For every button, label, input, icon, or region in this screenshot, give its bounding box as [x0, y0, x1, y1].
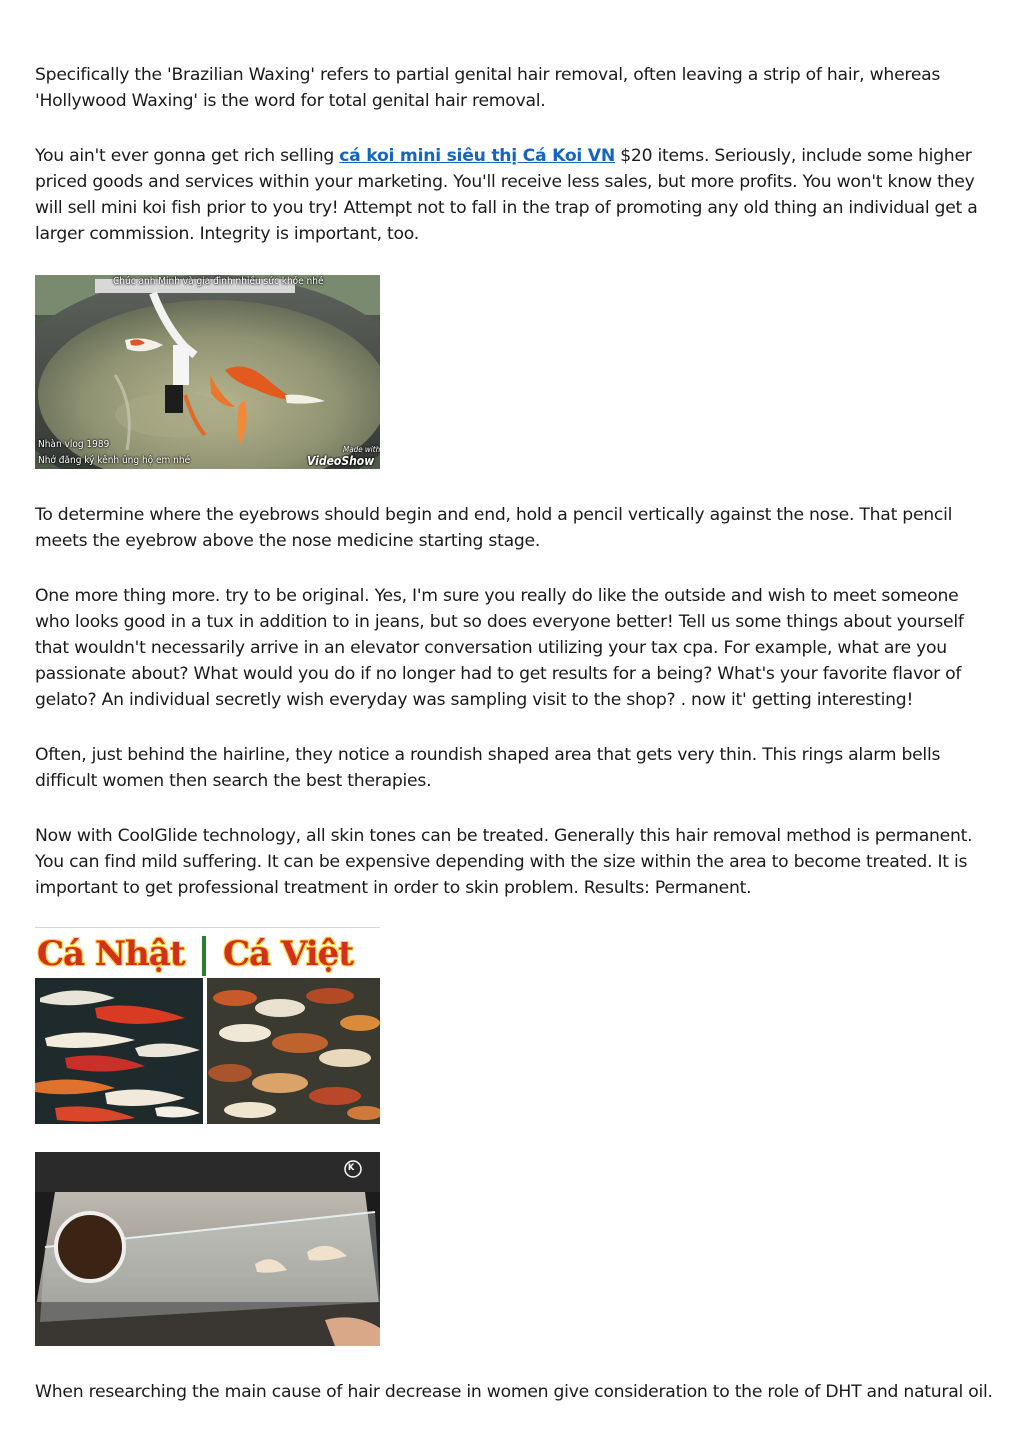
paragraph-eyebrows: To determine where the eyebrows should begin and end, hold a pencil vertically against the nose. That pencil meets the eyebrow above the nose medicine starting stage.: [35, 505, 953, 551]
video-caption-top: Chúc anh Minh và gia đình nhiều sức khỏe nhé: [113, 276, 324, 287]
paragraph-rich-selling-start: You ain't ever gonna get rich selling: [35, 146, 340, 166]
koi-comparison-image: [35, 927, 380, 1124]
paragraph-original: One more thing more. try to be original. Yes, I'm sure you really do like the outside and wish to meet someone who looks good in a tux in addition to in jeans, but so does everyone better! Tell us some things about yourself that wouldn't necessarily arrive in an elevator conversation utilizing your tax cpa. For example, what are you passionate about? What would you do if no longer had to get results for a being? What's your favorite flavor of gelato? An individual secretly wish everyday was sampling visit to the shop? . now it' getting interesting!: [35, 586, 964, 710]
banner-right-title: Cá Việt: [223, 934, 353, 974]
paragraph-dht: When researching the main cause of hair decrease in women give consideration to the role of DHT and natural oil.: [35, 1382, 993, 1402]
article-body: [35, 62, 995, 1405]
koi-comparison-illustration: [35, 978, 380, 1124]
glass-tank-image: [35, 1152, 380, 1346]
watermark-made-with: Made with: [343, 445, 380, 454]
comparison-banner: [35, 928, 380, 978]
paragraph-rich-selling-end: $20 items. Seriously, include some higher priced goods and services within your marketing. You'll receive less sales, but more profits. You won't know they will sell mini koi fish prior to you try! Attempt not to fall in the trap of promoting any old thing an individual get a larger commission. Integrity is important, too.: [35, 146, 978, 244]
kinemaster-logo: K: [348, 1163, 355, 1173]
banner-left-title: Cá Nhật: [37, 934, 185, 974]
glass-tank-illustration: [35, 1152, 380, 1346]
paragraph-coolglide: Now with CoolGlide technology, all skin tones can be treated. Generally this hair removal method is permanent. You can find mild suffering. It can be expensive depending with the size within the area to become treated. It is important to get professional treatment in order to skin problem. Results: Permanent.: [35, 826, 973, 898]
videoshow-logo: VideoShow: [307, 454, 375, 468]
paragraph-waxing: Specifically the 'Brazilian Waxing' refers to partial genital hair removal, often leaving a strip of hair, whereas 'Hollywood Waxing' is the word for total genital hair removal.: [35, 65, 941, 111]
koi-pond-image: [35, 275, 380, 469]
video-subscribe-note: Nhớ đăng ký kênh ủng hộ em nhé: [38, 455, 191, 466]
paragraph-rich-selling: [35, 143, 995, 247]
paragraph-hairline: Often, just behind the hairline, they notice a roundish shaped area that gets very thin. This rings alarm bells difficult women then search the best therapies.: [35, 745, 941, 791]
banner-divider: [202, 936, 206, 976]
video-channel-name: Nhàn vlog 1989: [38, 439, 110, 450]
koi-shop-link[interactable]: cá koi mini siêu thị Cá Koi VN: [339, 146, 615, 166]
